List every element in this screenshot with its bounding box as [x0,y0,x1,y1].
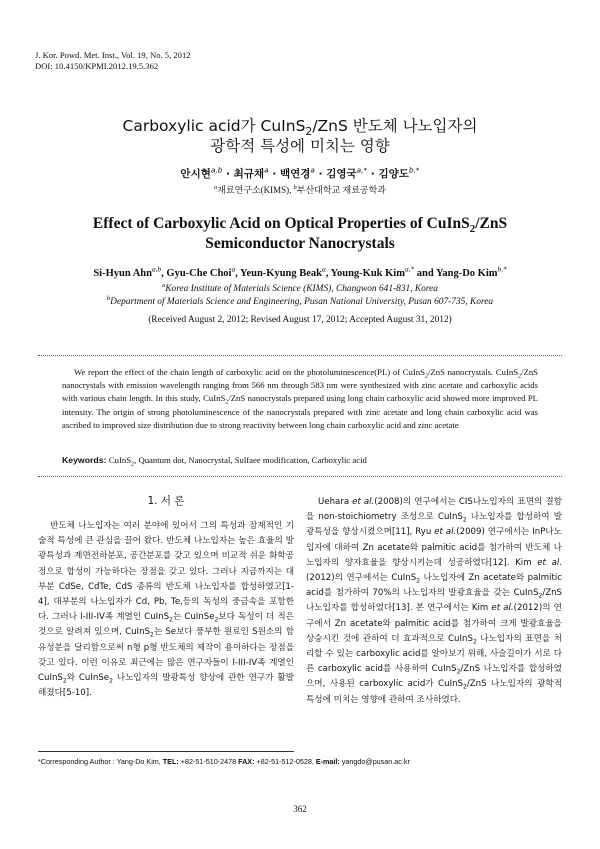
footnote-rule [38,751,294,752]
body-text: 보다 독성이 더 적은 것으로 알려져 있으며, CuInS [38,612,294,638]
body-text: 는 CuInSe [172,612,215,623]
body-text: (2008)의 연구에서는 CIS나노입자의 표면의 결함을 non-stoichiometry 조성으로 CuInS [306,497,562,523]
abstract-text: /ZnS nanocrystals prepared using long chain carboxylic acid showed more improved PL intensity. The origin of strong photoluminescence of the nanocrystals prepared with zinc acetate and long chain carboxylic acid was ascribed to improved size distribution due to strong reactivity between long chain carboxylic acid and zinc acetate [62,393,538,430]
subscript: 2 [518,373,522,380]
body-text: 나노입자에 Zn acetate와 palmitic acid를 첨가하여 70%의 나노입자의 발광효율을 갖는 CuInS [306,573,562,599]
body-text: /ZnS나노입자를 합성하였다[13]. 본 연구에서는 Kim [306,588,562,614]
affil-mark: b [293,184,297,191]
fax-value: +82-51-512-0528, [256,757,316,766]
author-name: Si-Hyun Ahn [93,268,152,279]
body-text: 나노입자의 발광특성 향상에 관한 연구가 활발해졌다[5-10]. [38,673,294,699]
separator: · [367,168,379,180]
footnote-label: *Corresponding Author : Yang-Do Kim, [38,757,163,766]
korean-title-line2: 광학적 특성에 미치는 영향 [210,137,390,155]
author-name: Yeun-Kyung Beak [240,268,323,279]
abstract-top-divider [38,355,562,356]
subscript: 2 [305,125,313,139]
body-text: /ZnS 나노입자를 합성하였으며, 사용된 carboxylic acid가 CuInS [306,664,562,690]
affil-mark: b [106,294,111,302]
separator: · [314,168,327,180]
english-title-line2: Semiconductor Nanocrystals [205,235,395,252]
affil-mark: a [214,184,218,191]
affil-mark: a,b [210,165,223,175]
abstract-text: /ZnS nanocrystals. CuInS [428,367,519,377]
korean-title-line1 [0,116,600,139]
body-text: 나노입자의 표면을 처리할 수 있는 carboxylic acid를 알아보기 위해, 사슬길이가 서로 다른 carboxylic acid를 사용하여 CuInS [306,633,562,675]
journal-header [35,50,191,72]
subscript: 2 [131,461,135,468]
author-name: Yang-Do Kim [435,268,498,279]
body-text-italic: et al. [352,497,375,507]
body-text: Uehara [318,497,353,507]
body-left-column [38,519,294,701]
section-heading: 1. 서 론 [147,495,185,507]
author-name: 최규채 [233,168,265,180]
body-text: (2009) 연구에서는 InP나노입자에 대하여 Zn acetate와 palmitic acid를 첨가하여 반도체 나노입자의 양자효율을 향상시키는데 성공하였다[12]. Kim [306,527,562,568]
affil-mark: a,* [356,165,368,175]
english-title-line1 [0,214,600,234]
page-number: 362 [293,804,307,814]
author-name: 김양도 [378,168,409,180]
korean-authors [0,166,600,181]
english-title-text: Effect of Carboxylic Acid on Optical Properties of CuInS [92,215,470,232]
separator: , [161,268,167,279]
abstract-text: /ZnS nanocrystals with emission wavelength ranging from 566 nm through 583 nm were synthesized with zinc acetate and carboxylic acids with various chain length. In this study, CuInS [62,367,539,404]
corresponding-author-footnote [38,757,562,766]
english-affiliations [0,283,600,308]
keyword: CuInS [108,455,132,465]
korean-title-text: /ZnS 반도체 나노입자의 [312,117,478,135]
subscript: 2 [169,616,173,624]
subscript: 2 [225,400,229,407]
author-name: Gyu-Che Choi [166,268,232,279]
separator: · [222,168,234,180]
affil-mark: a [231,264,236,274]
affiliation-b [0,296,600,309]
subscript: 2 [109,677,113,685]
separator: and [414,268,436,279]
subscript: 2 [538,592,543,600]
korean-title [0,116,600,156]
subscript: 2 [469,223,476,236]
tel-label: TEL: [162,757,181,766]
affil-text: Department of Materials Science and Engineering, Pusan National University, Pusan 607-735, Korea [110,296,494,307]
keywords [62,455,538,468]
body-text-italic: et al. [491,603,514,614]
separator: · [268,168,280,180]
body-text-italic: et al. [537,557,562,568]
tel-value: +82-51-510-2478 [180,757,239,766]
body-text: /ZnS 나노입자의 광학적 특성에 미치는 영향에 관하여 조사하였다. [306,679,562,705]
korean-affiliation [0,183,600,196]
body-text: 반도체 나노입자는 여러 분야에 있어서 그의 특성과 잠재적인 기술적 특성에 큰 관심을 끌어 왔다. 반도체 나노입자는 높은 효율의 발광특성과 계면전하분포, 공간분포를 갖고 있으며 비교적 쉬운 화학공정으로 합성이 가능하다는 장점을 갖고 있다. 그러나 지금까지는 대부분 CdSe, CdTe, CdS 종류의 반도체 나노입자를 합성하였고[1-4], 대부분의 나노입자가 Cd, Pb, Te,등의 독성의 중금속을 포함한다. 그러나 I-III-IV족 계열인 CuInS [38,521,294,623]
abstract [62,366,538,432]
email-link[interactable]: yangdo@pusan.ac.kr [341,757,410,766]
subscript: 2 [472,638,477,646]
separator: , [235,268,241,279]
body-text: 나노입자를 합성하여 발광특성을 향상시켰으며[11], Ryu [306,512,562,538]
affil-mark: b,* [497,264,507,274]
affil-mark: a [310,165,315,175]
affiliation-a [0,283,600,296]
subscript: 2 [462,516,467,524]
abstract-bottom-divider [38,476,562,477]
subscript: 2 [149,632,154,640]
english-authors [0,264,600,279]
affil-mark: a,* [404,264,415,274]
subscript: 2 [463,684,467,692]
affil-mark: a [161,281,166,289]
body-text-italic: et al. [434,527,457,538]
subscript: 2 [62,677,67,685]
affil-mark: a [322,264,326,274]
body-text: (2012)의 연구에서는 CuInS [306,573,417,584]
keyword-list: , Quantum dot, Nanocrystal, Sulfaee modification, Carboxylic acid [134,455,367,465]
fax-label: FAX: [238,757,257,766]
body-text: (2012)의 연구에서 Zn acetate와 palmitic acid를 첨가하여 크게 발광효율을 상승시킨 것에 관하여 더 효과적으로 CuInS [306,603,562,644]
subscript: 2 [456,668,461,676]
body-right-column [306,495,562,708]
english-title-text: /ZnS [475,215,508,232]
english-title [0,214,600,254]
author-name: Young-Kuk Kim [330,268,405,279]
abstract-text: We report the effect of the chain length of carboxylic acid on the photoluminescence(PL) of CuInS [74,367,425,377]
korean-title-text: Carboxylic acid가 CuInS [122,117,306,135]
affil-text: Korea Institute of Materials Science (KIMS), Changwon 641-831, Korea [165,284,438,294]
received-dates: (Received August 2, 2012; Revised August 17, 2012; Accepted August 31, 2012) [148,315,452,325]
subscript: 2 [424,373,428,380]
subscript: 2 [214,616,219,624]
affil-mark: b,* [408,165,420,175]
body-text: 와 CuInSe [66,673,110,684]
author-name: 백연경 [279,168,311,180]
journal-doi: DOI: 10.4150/KPMI.2012.19.5.362 [35,61,159,71]
journal-citation: J. Kor. Powd. Met. Inst., Vol. 19, No. 5, 2012 [35,50,191,60]
email-label: E-mail: [315,757,342,766]
subscript: 2 [416,577,421,585]
affil-mark: a,b [151,264,162,274]
keywords-label: Keywords: [62,455,109,465]
separator: , [325,268,331,279]
affil-text: 부산대학교 재료공학과 [296,185,386,195]
author-name: 김영국 [326,168,357,180]
author-name: 안시현 [180,168,211,180]
affil-text: 재료연구소(KIMS), [217,185,294,195]
affil-mark: a [264,165,269,175]
body-text: 는 Se보다 풍부한 원료인 S원소의 함유성분을 달리함으로써 n형 p형 반도체의 제작이 용이하다는 장점을 갖고 있다. 이런 이유로 최근에는 많은 연구자들이 I-III-IV족 계열인 CuInS [38,627,295,684]
